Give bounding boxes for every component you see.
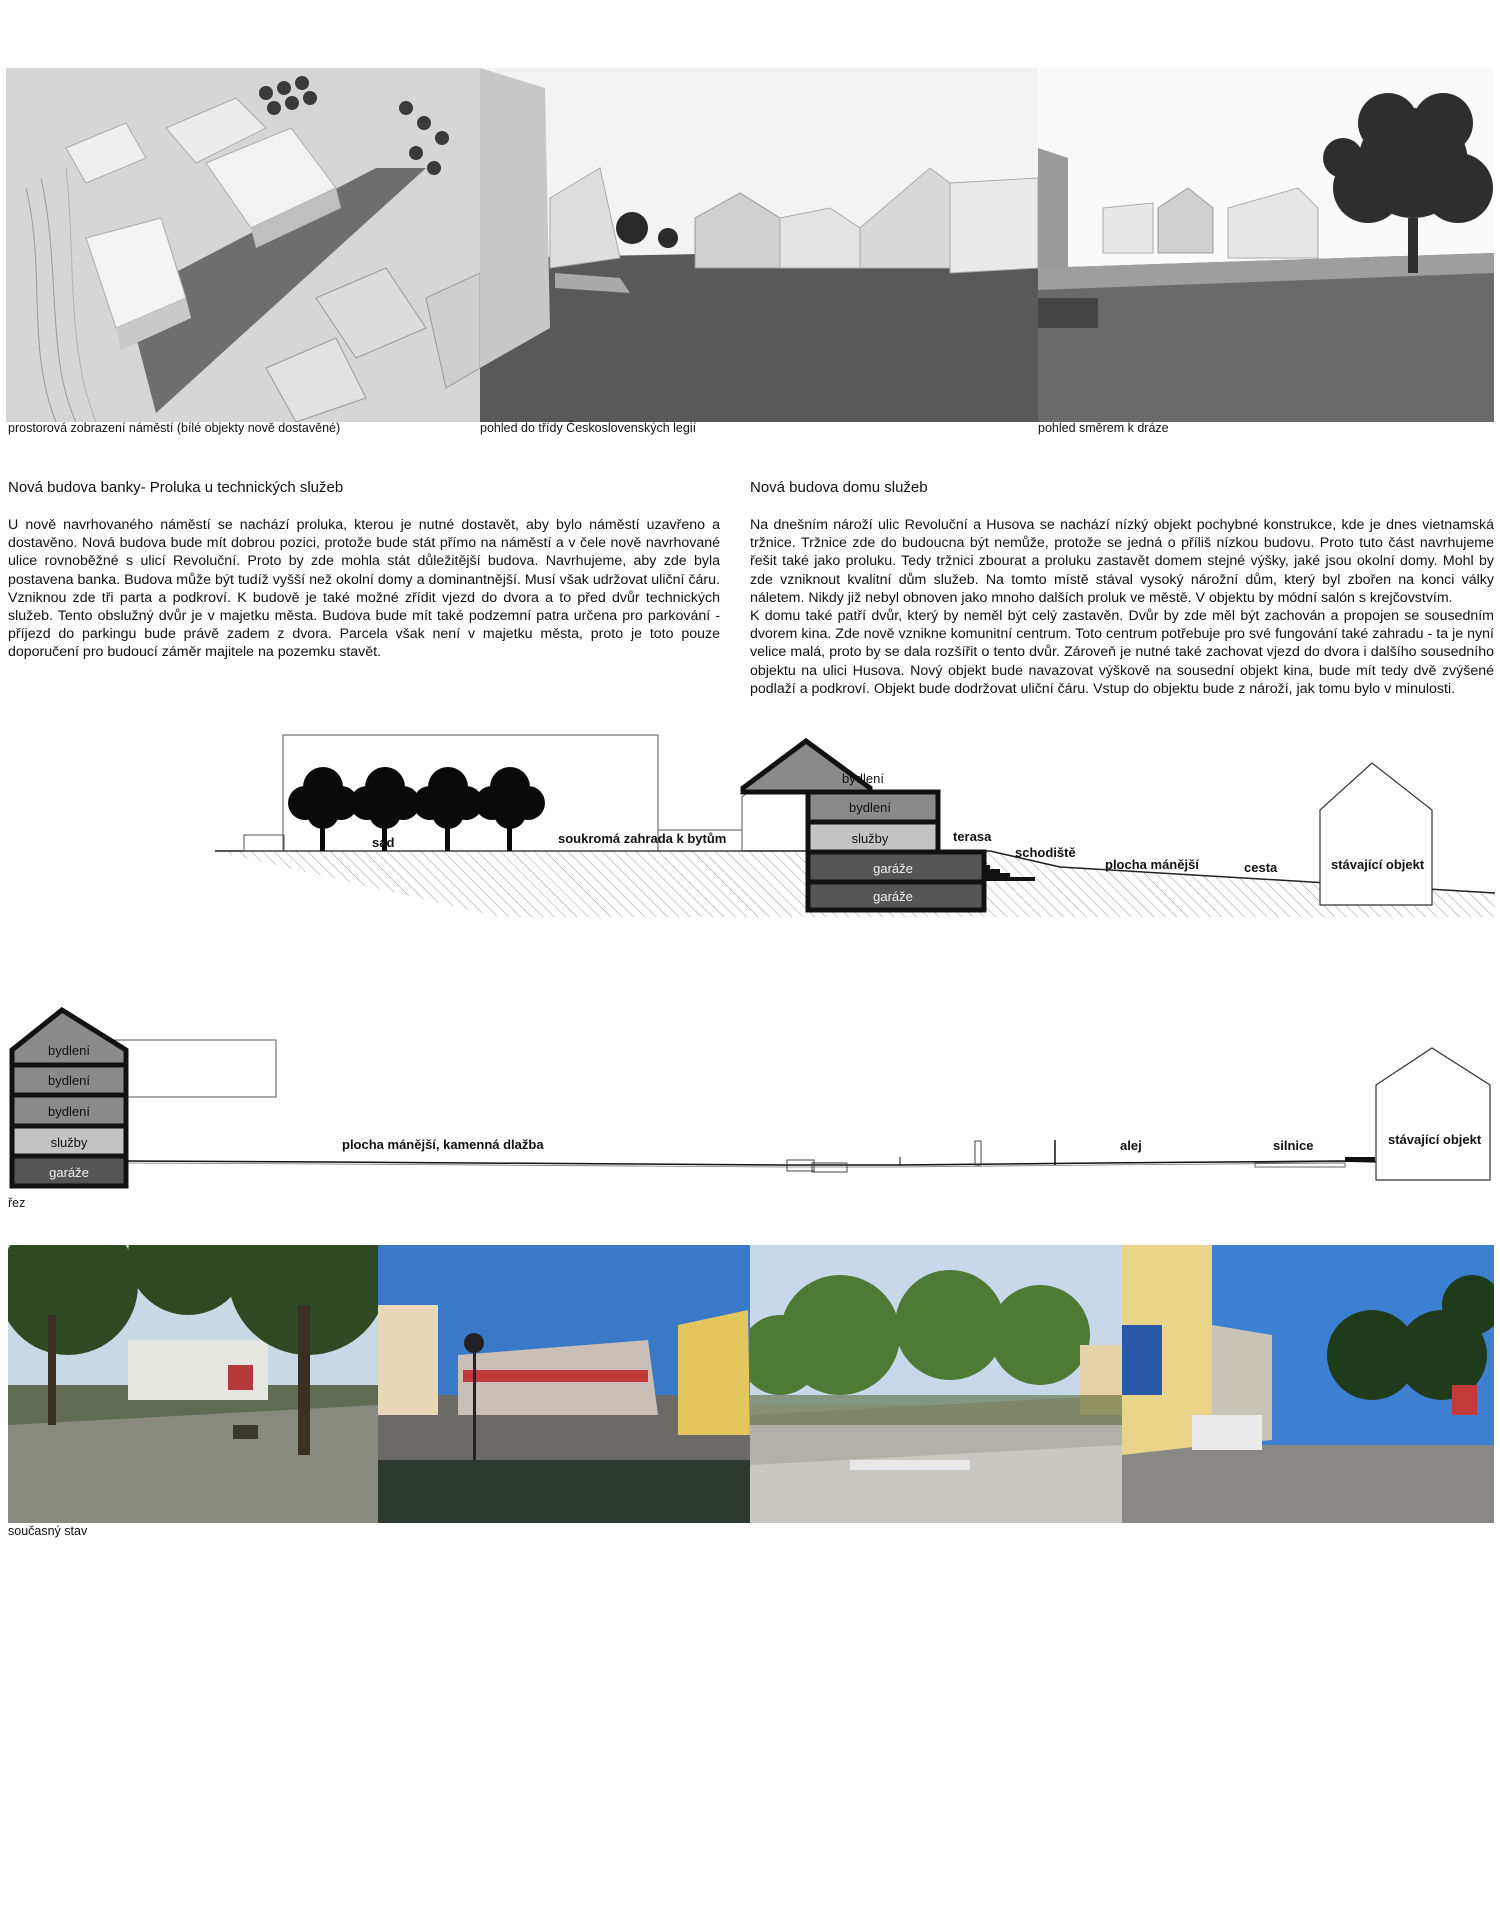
section1-floor-label: služby [851, 831, 889, 846]
label-terrace: terasa [953, 829, 992, 844]
render-street-view [480, 68, 1038, 422]
label-sad: sad [372, 835, 395, 850]
bank-paragraph: U nově navrhovaného náměstí se nachází proluka, kterou je nutné dostavět, aby bylo náměstí uzavřeno a dostavěno. Nová budova bude mít dobrou pozici, protože bude stát přímo na náměstí a v čele nově navrhované ulice rovnoběžné s ulicí Revoluční. Proto by zde mohla stát důležitější budova. Navrhujeme, aby zde byla postavena banka. Budova může být tudíž vyšší než okolní domy a dominantnější. Musí však udržovat uliční čáru. Vzniknou zde tři parta a podkroví. K budově je také možné zřídit vjezd do dvora a to před dvůr technických služeb. Tento obslužný dvůr je v majetku města. Budova bude mít také podzemní patra určena pro parkování - příjezd do parkingu bude právě zadem z dvora. Parcela však není v majetku města, proto je toto pouze doporučení pro budoucí záměr majitele na pozemku stavět. [8, 517, 720, 661]
section2-floor-label: bydlení [48, 1043, 90, 1058]
label-existing: stávající objekt [1331, 857, 1425, 872]
render-aerial [6, 68, 480, 422]
bank-title: Nová budova banky- Proluka u technických služeb [8, 479, 344, 496]
render-caption-station: pohled směrem k dráze [1038, 421, 1169, 435]
label-street: silnice [1273, 1138, 1314, 1153]
photo-street [1122, 1245, 1494, 1523]
label-square: plocha mánější [1105, 857, 1199, 872]
label-stairs: schodiště [1015, 845, 1076, 860]
render-caption-street: pohled do třídy Československých legií [480, 421, 697, 435]
section1-floor-label: bydlení [849, 800, 891, 815]
section2-floor-label: bydlení [48, 1073, 90, 1088]
section1-floor-label: garáže [873, 889, 913, 904]
render-caption-aerial: prostorová zobrazení náměstí (bílé objekty nově dostavěné) [8, 421, 341, 435]
services-title: Nová budova domu služeb [750, 479, 928, 496]
label-existing-2: stávající objekt [1388, 1132, 1482, 1147]
section-drawing-2 [0, 1005, 1500, 1205]
photo-crossing [750, 1245, 1122, 1523]
section1-floor-label: garáže [873, 861, 913, 876]
bank-text [8, 516, 720, 662]
section2-floor-label: služby [50, 1135, 88, 1150]
section1-floor-label: bydlení [842, 771, 884, 786]
label-road: cesta [1244, 860, 1278, 875]
photo-square [378, 1245, 750, 1523]
section-drawing-1 [0, 725, 1500, 925]
render-station-view [1038, 68, 1494, 422]
photo-park [8, 1245, 378, 1523]
section2-floor-label: garáže [49, 1165, 89, 1180]
services-paragraph-2: K domu také patří dvůr, který by neměl být celý zastavěn. Dvůr by zde měl být zachován a propojen se sousedním dvorem kina. Zde nově vznikne komunitní centrum. Toto centrum potřebuje pro své fungování také zahradu - ta je nyní velice malá, proto by se dala rozšířit o tento dvůr. Zároveň je nutné také zachovat vjezd do dvora i dalšího sousedního objektu na ulici Husova. Nový objekt bude navazovat výškově na sousední objekt kina, bude mít tedy dvě zvýšené podlaží a podkroví. Objekt bude dodržovat uliční čáru. Vstup do objektu bude z nároží, jak tomu bylo v minulosti. [750, 608, 1494, 697]
section2-floor-label: bydlení [48, 1104, 90, 1119]
section-caption: řez [8, 1196, 26, 1210]
label-garden: soukromá zahrada k bytům [558, 831, 727, 846]
label-alley: alej [1120, 1138, 1142, 1153]
label-square-paving: plocha mánější, kamenná dlažba [342, 1137, 544, 1152]
photos-caption: současný stav [8, 1524, 88, 1538]
services-text [750, 516, 1494, 698]
services-paragraph-1: Na dnešním nároží ulic Revoluční a Husova se nachází nízký objekt pochybné konstrukce, kde je dnes vietnamská tržnice. Tržnice zde do budoucna být nemůže, protože se jedná o příliš nízkou budovu. Proto tuto část navrhujeme řešit také jako proluku. Tedy tržnici zbourat a proluku zastavět domem stejné výšky, jaké jsou okolní domy. Mohl by zde vzniknout kvalitní dům služeb. Na tomto místě stával vysoký nárožní dům, který byl zbořen na konci války náletem. Nikdy již nebyl obnoven jako mnoho dalších proluk ve městě. V objektu by módní salón s krejčovstvím. [750, 517, 1494, 606]
